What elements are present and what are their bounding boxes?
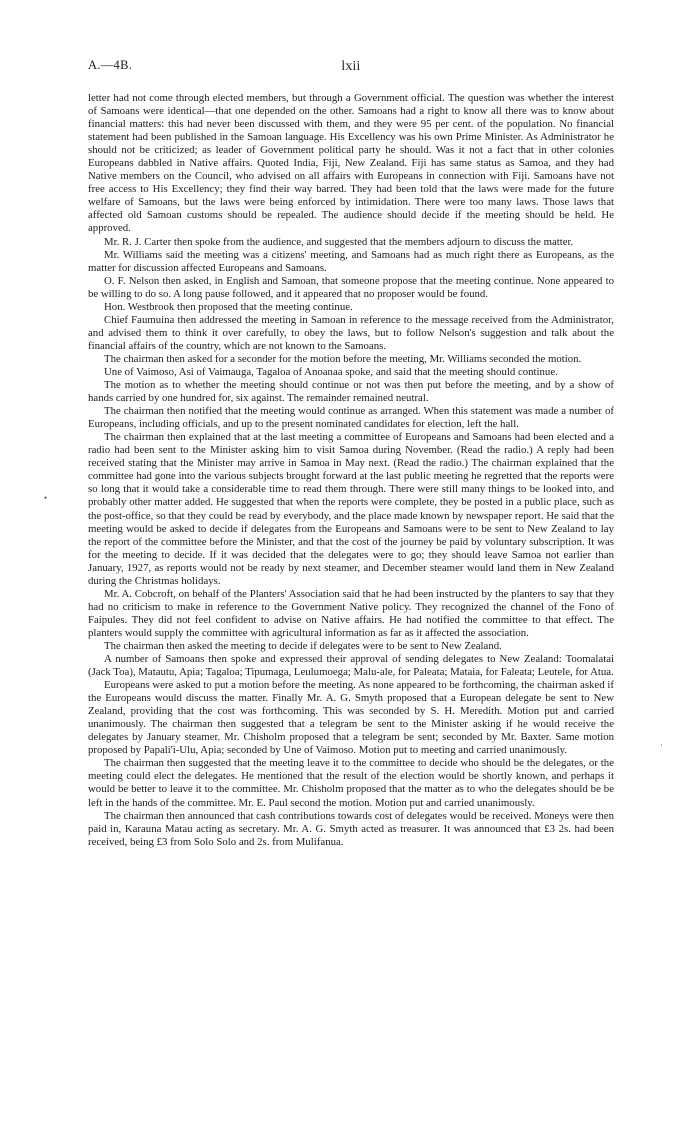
page-header bbox=[88, 58, 614, 76]
margin-dot-mark: · bbox=[660, 740, 663, 750]
margin-dot-mark: • bbox=[44, 493, 48, 503]
document-page bbox=[88, 58, 614, 849]
paragraph: The chairman then explained that at the last meeting a committee of Europeans and Samoans had been elected and a radio had been sent to the Minister asking him to visit Samoa during November. (Read the radio.) A reply had been received stating that the Minister may arrive in Samoa in May next. (Read the radio.) The chairman explained that the committee had gone into the various subjects brought forward at the last public meeting he regretted that the reports were so long that it would take a considerable time to read them through. There were still many things to be looked into, and probably other matter added. He suggested that when the reports were complete, they be posted in a public place, such as the post-office, so that they could be read by everybody, and the place made known by newspaper report. He said that the meeting would be asked to decide if delegates from the Europeans and Samoans were to be sent to New Zealand to lay the report of the committee before the Minister, and that the cost of the journey be paid by voluntary subscription. It was for the meeting to decide. If it was decided that the delegates were to go; they should leave Samoa not earlier than January, 1927, as reports would not be ready by next steamer, and December steamer would land them in New Zealand during the Christmas holidays. bbox=[88, 431, 614, 587]
paragraph: Mr. A. Cobcroft, on behalf of the Planters' Association said that he had been instructed by the planters to say that they had no criticism to make in reference to the Government Native policy. They recognized the channel of the Fono of Faipules. They did not feel confident to advise on Native affairs. He had notified the committee to that effect. The planters would supply the committee with agricultural information as far as it affected the association. bbox=[88, 587, 614, 639]
paragraph: Chief Faumuina then addressed the meeting in Samoan in reference to the message received from the Administrator, and advised them to think it over carefully, to obey the laws, but to follow Nelson's suggestion and talk about the financial affairs of the country, which are not known to the Samoans. bbox=[88, 313, 614, 352]
paragraph: letter had not come through elected members, but through a Government official. The question was whether the interest of Samoans were identical—that one depended on the other. Samoans had a right to know all there was to know about financial matters: this had never been discussed with them, and they were 95 per cent. of the population. No financial statement had been published in the Samoan language. His Excellency was his own Prime Minister. As Administrator he should not be criticized; as leader of Government political party he should. Was it not a fact that in other colonies Europeans dabbled in Native affairs. Quoted India, Fiji, New Zealand. Fiji has same status as Samoa, and they had Native members on the Council, who advised on all affairs with Europeans in connection with Fiji. Samoans have not free access to His Excellency; they find their way barred. They had been told that the laws were made for the future welfare of Samoans, but the laws were being enforced by intimidation. There were too many laws. Those laws that affected old Samoan customs should be repealed. The audience should decide if the meeting should be held. He approved. bbox=[88, 92, 614, 235]
document-reference: A.—4B. bbox=[88, 58, 133, 72]
paragraph: The chairman then suggested that the meeting leave it to the committee to decide who should be the delegates, or the meeting could elect the delegates. He mentioned that the result of the election would be shortly known, and perhaps it would be better to leave it to the committee. Mr. Chisholm proposed that the matter as to who the delegates should be be left in the hands of the committee. Mr. E. Paul second the motion. Motion put and carried unanimously. bbox=[88, 757, 614, 809]
paragraph: Mr. R. J. Carter then spoke from the audience, and suggested that the members adjourn to discuss the matter. bbox=[104, 235, 574, 248]
paragraph: O. F. Nelson then asked, in English and Samoan, that someone propose that the meeting continue. None appeared to be willing to do so. A long pause followed, and it appeared that no proposer would be found. bbox=[88, 274, 614, 300]
paragraph: The motion as to whether the meeting should continue or not was then put before the meeting, and by a show of hands carried by one hundred for, six against. The remainder remained neutral. bbox=[88, 379, 614, 405]
paragraph: Une of Vaimoso, Asi of Vaimauga, Tagaloa of Anoanaa spoke, and said that the meeting should continue. bbox=[104, 365, 558, 378]
paragraph: The chairman then notified that the meeting would continue as arranged. When this statement was made a number of Europeans, including officials, and up to the present nominated candidates for election, left the hall. bbox=[88, 405, 614, 431]
document-body bbox=[88, 92, 614, 849]
paragraph: Hon. Westbrook then proposed that the meeting continue. bbox=[104, 300, 353, 313]
paragraph: The chairman then asked for a seconder for the motion before the meeting, Mr. Williams seconded the motion. bbox=[104, 352, 582, 365]
page-number: lxii bbox=[341, 58, 361, 73]
paragraph: Europeans were asked to put a motion before the meeting. As none appeared to be forthcoming, the chairman asked if the Europeans would discuss the matter. Finally Mr. A. G. Smyth proposed that a European delegate be sent to New Zealand, providing that the cost was forthcoming. This was seconded by S. H. Meredith. Motion put and carried unanimously. The chairman then suggested that a telegram be sent to the Minister asking if he would receive the delegates by January steamer. Mr. Chisholm proposed that a telegram be sent; seconded by Mr. Baxter. Same motion proposed by Papali'i-Ulu, Apia; seconded by Une of Vaimoso. Motion put to meeting and carried unanimously. bbox=[88, 679, 614, 757]
paragraph: A number of Samoans then spoke and expressed their approval of sending delegates to New Zealand: Toomalatai (Jack Toa), Matautu, Apia; Tagaloa; Tipumaga, Leulumoega; Malu-ale, for Paleata; Mataia, for Faleata; Leutele, for Atua. bbox=[88, 653, 614, 679]
paragraph: The chairman then asked the meeting to decide if delegates were to be sent to New Zealand. bbox=[104, 639, 502, 652]
paragraph: Mr. Williams said the meeting was a citizens' meeting, and Samoans had as much right there as Europeans, as the matter for discussion affected Europeans and Samoans. bbox=[88, 248, 614, 274]
paragraph: The chairman then announced that cash contributions towards cost of delegates would be received. Moneys were then paid in, Karauna Matau acting as secretary. Mr. A. G. Smyth acted as treasurer. It was announced that £3 2s. had been received, being £3 from Solo Solo and 2s. from Mulifanua. bbox=[88, 809, 614, 848]
